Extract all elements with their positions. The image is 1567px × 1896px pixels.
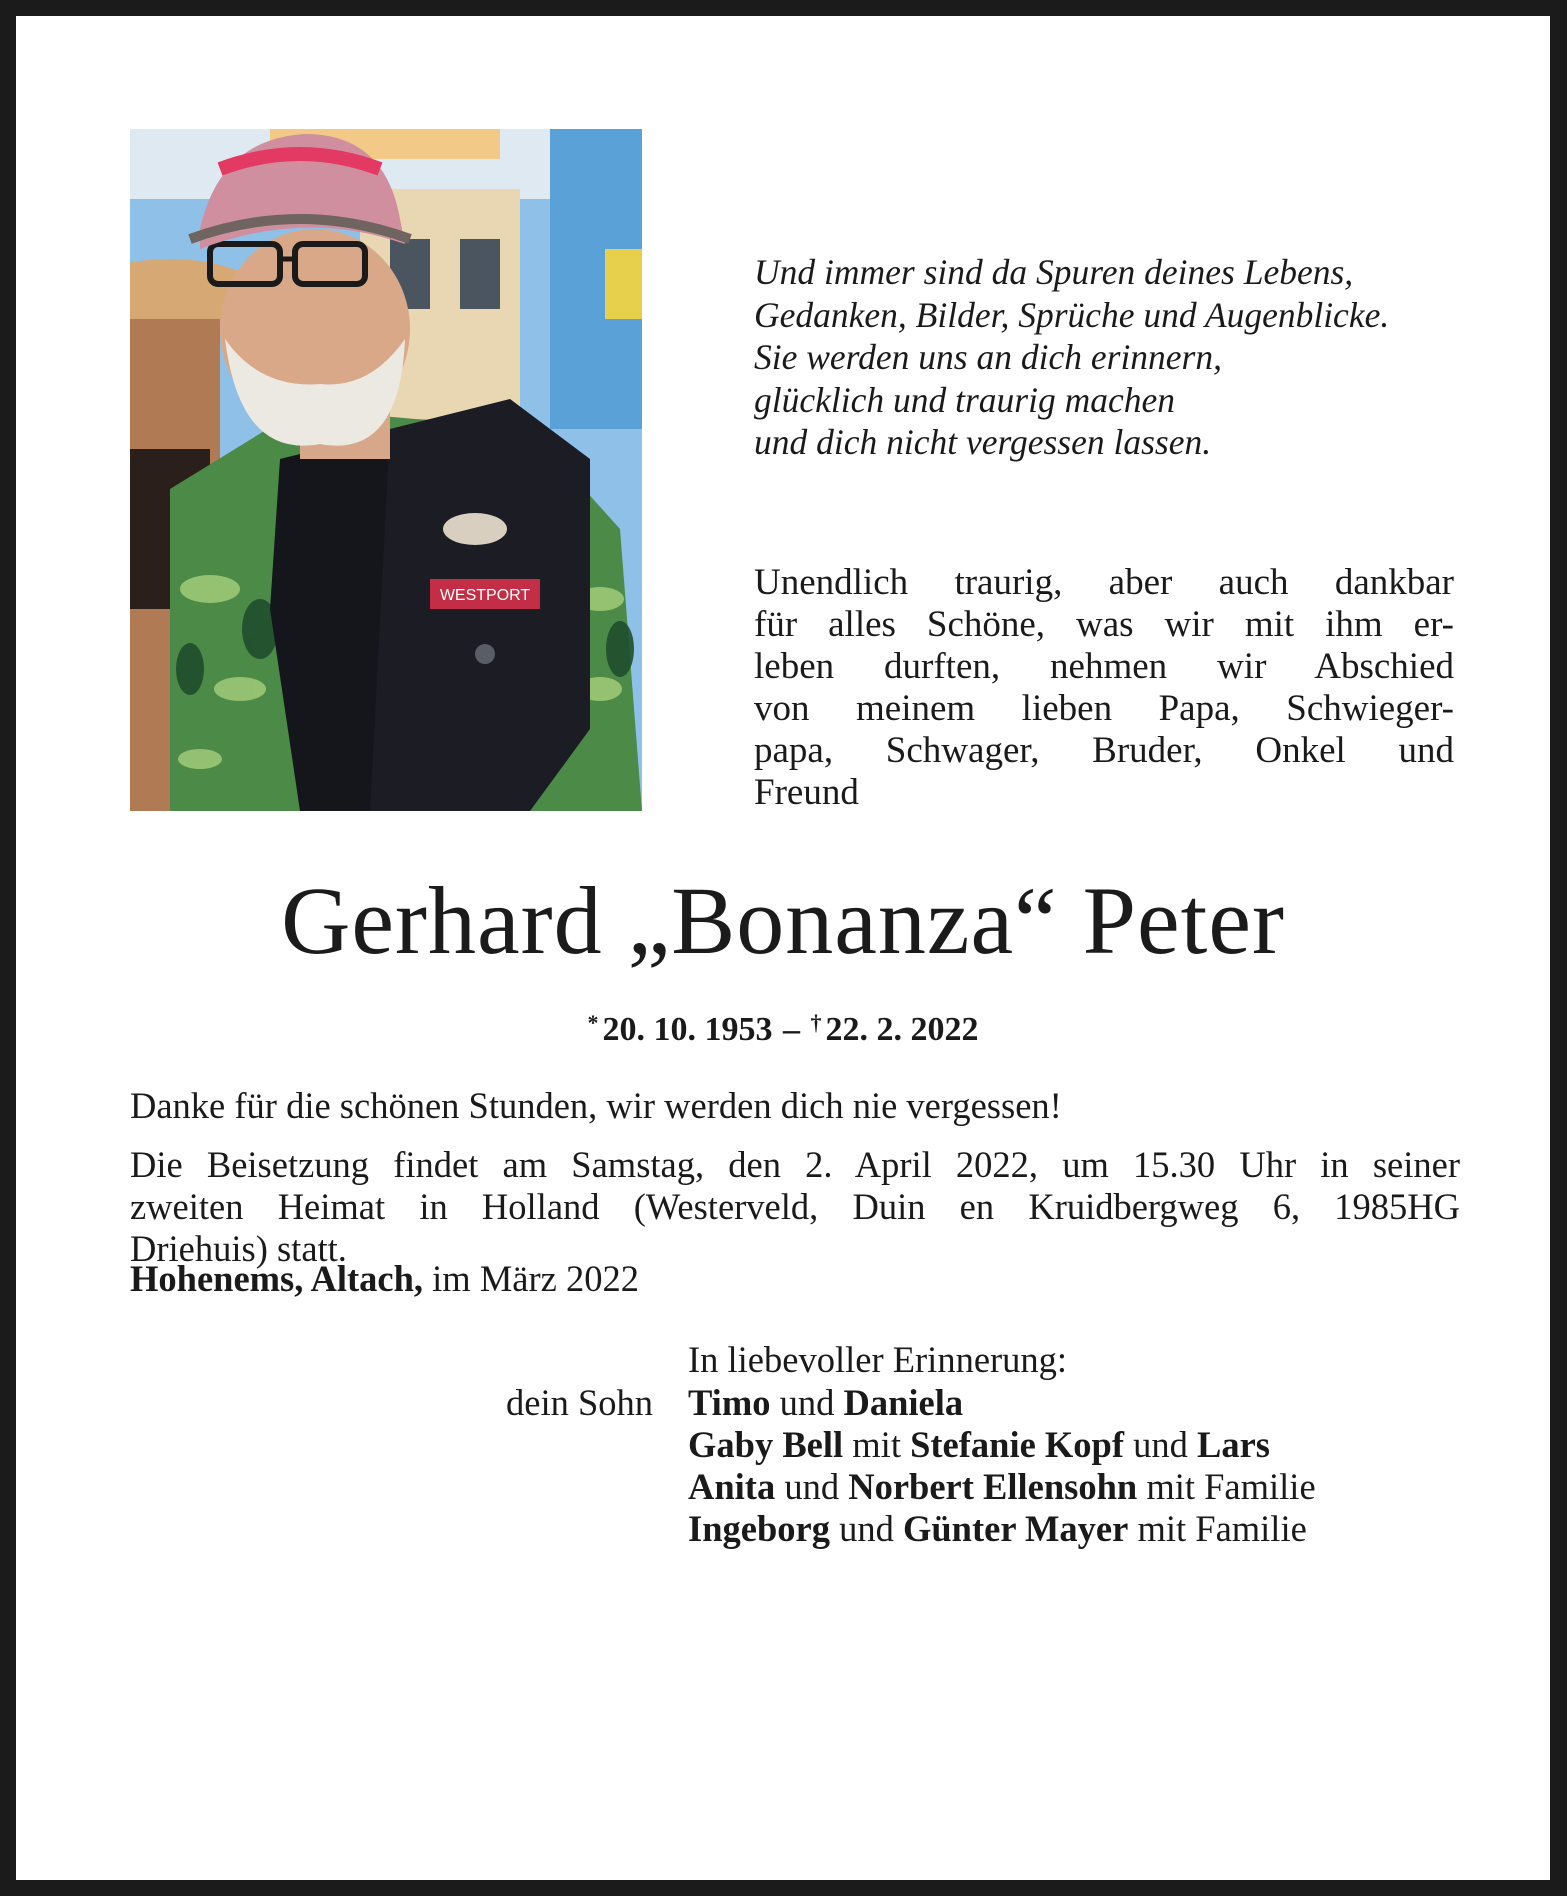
mourners-list [688,1382,1316,1550]
place-month: im März 2022 [432,1258,639,1299]
place-towns: Hohenems, Altach, [130,1258,424,1299]
poem-line: glücklich und traurig machen [754,379,1175,420]
deceased-name: Gerhard „Bonanza“ Peter [281,867,1285,974]
mourner-line [688,1424,1316,1466]
place-date [130,1258,1460,1300]
patch-text: WESTPORT [439,587,531,604]
mourner-connector: mit Familie [1137,1466,1316,1507]
mourner-connector: mit Familie [1128,1508,1307,1549]
thanks-text: Danke für die schönen Stunden, wir werden dich nie vergessen! [130,1085,1062,1126]
mourner-line [688,1508,1316,1550]
burial-line: Driehuis) statt. [130,1228,347,1269]
portrait-illustration [130,129,642,811]
son-label: dein Sohn [506,1382,654,1423]
mourner-name: Günter Mayer [902,1508,1129,1549]
poem-verse [754,251,1474,464]
mourner-connector: mit [843,1424,911,1465]
date-dash: – [783,1011,800,1048]
mourner-name: Daniela [843,1382,964,1423]
birth-date: 20. 10. 1953 [602,1011,773,1048]
intro-line: leben durften, nehmen wir Abschied [754,646,1454,687]
mourner-connector: und [770,1382,844,1423]
burial-notice [130,1144,1460,1270]
poem-line: Und immer sind da Spuren deines Lebens, [754,252,1354,292]
mourner-name: Ingeborg [688,1508,830,1549]
mourner-name: Timo [688,1382,771,1423]
farewell-intro [754,562,1454,814]
intro-line: für alles Schöne, was wir mit ihm er- [754,604,1454,645]
memory-label: In liebevoller Erinnerung: [688,1339,1068,1380]
portrait-photo [130,129,642,811]
intro-line: von meinem lieben Papa, Schwieger- [754,688,1454,729]
poem-line: und dich nicht vergessen lassen. [754,422,1212,462]
obituary-page [16,16,1550,1880]
mourner-connector: und [1124,1424,1198,1465]
intro-line: papa, Schwager, Bruder, Onkel und [754,730,1454,771]
mourner-connector: und [829,1508,903,1549]
life-dates [16,1003,1550,1050]
mourner-name: Anita [688,1466,776,1507]
intro-line: Freund [754,772,859,813]
mourner-name: Gaby Bell [688,1424,844,1465]
mourner-name: Stefanie Kopf [910,1424,1125,1465]
burial-line: Die Beisetzung findet am Samstag, den 2. April 2022, um 15.30 Uhr in seiner [130,1144,1460,1185]
mourner-name: Norbert Ellensohn [848,1466,1138,1507]
poem-line: Gedanken, Bilder, Sprüche und Augenblicke. [754,294,1390,335]
birth-symbol: * [587,1010,599,1035]
mourner-line [688,1466,1316,1508]
death-date: 22. 2. 2022 [825,1011,979,1048]
burial-line: zweiten Heimat in Holland (Westerveld, Duin en Kruidbergweg 6, 1985HG [130,1186,1460,1227]
mourner-line [688,1382,1316,1424]
mourner-connector: und [775,1466,849,1507]
poem-line: Sie werden uns an dich erinnern, [754,337,1223,377]
mourner-name: Lars [1197,1424,1271,1465]
death-symbol: † [810,1010,822,1035]
intro-line: Unendlich traurig, aber auch dankbar [754,562,1454,603]
